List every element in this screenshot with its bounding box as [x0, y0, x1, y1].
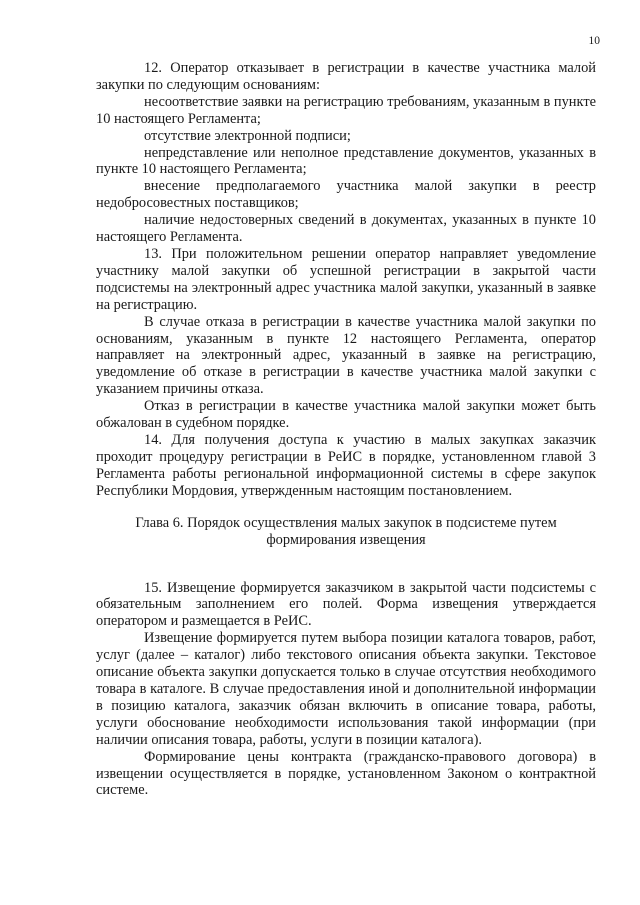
paragraph-15-price: Формирование цены контракта (гражданско-правового договора) в извещении осуществляется в порядке, установленном Законом о контрактной системе. [96, 748, 596, 799]
paragraph-15-catalog: Извещение формируется путем выбора позиции каталога товаров, работ, услуг (далее – каталог) либо текстового описания объекта закупки. Текстовое описание объекта закупки допускается только в случае отсутствия необходимого товара в каталоге. В случае предоставления иной и дополнительной информации в позицию каталога, заказчик обязан включить в описание товара, работы, услуги обоснование необходимости использования такой информации (при наличии описания товара, работы, услуги в позиции каталога). [96, 630, 596, 748]
paragraph-13: 13. При положительном решении оператор направляет уведомление участнику малой закупки об успешной регистрации в закрытой части подсистемы на электронный адрес участника малой закупки, указанный в заявке на регистрацию. [96, 245, 596, 313]
paragraph-13-appeal: Отказ в регистрации в качестве участника малой закупки может быть обжалован в судебном порядке. [96, 398, 596, 432]
document-body [96, 60, 596, 799]
paragraph-12-intro: 12. Оператор отказывает в регистрации в качестве участника малой закупки по следующим основаниям: [96, 60, 596, 93]
paragraph-14: 14. Для получения доступа к участию в малых закупках заказчик проходит процедуру регистрации в РеИС в порядке, установленном главой 3 Регламента работы региональной информационной системы в сфере закупок Республики Мордовия, утвержденным настоящим постановлением. [96, 431, 596, 499]
paragraph-12-reason-1: несоответствие заявки на регистрацию требованиям, указанным в пункте 10 настоящего Регламента; [96, 93, 596, 127]
paragraph-15: 15. Извещение формируется заказчиком в закрытой части подсистемы с обязательным заполнением его полей. Форма извещения утверждается оператором и размещается в РеИС. [96, 579, 596, 630]
chapter-heading-line-2: формирования извещения [266, 532, 426, 549]
paragraph-12-reason-5: наличие недостоверных сведений в документах, указанных в пункте 10 настоящего Регламента. [96, 212, 596, 246]
chapter-6-heading [96, 515, 596, 550]
chapter-heading-line-1: Глава 6. Порядок осуществления малых закупок в подсистеме путем [135, 514, 557, 531]
paragraph-12-reason-2: отсутствие электронной подписи; [144, 127, 351, 144]
paragraph-12-reason-4: внесение предполагаемого участника малой закупки в реестр недобросовестных поставщиков; [96, 178, 596, 212]
paragraph-13-refusal: В случае отказа в регистрации в качестве участника малой закупки по основаниям, указанным в пункте 12 настоящего Регламента, оператор направляет на электронный адрес, указанный в заявке на регистрацию, уведомление об отказе в регистрации в качестве участника малой закупки с указанием причины отказа. [96, 313, 596, 398]
paragraph-12-reason-3: непредставление или неполное представление документов, указанных в пункте 10 настоящего Регламента; [96, 144, 596, 178]
page-number: 10 [588, 35, 600, 47]
